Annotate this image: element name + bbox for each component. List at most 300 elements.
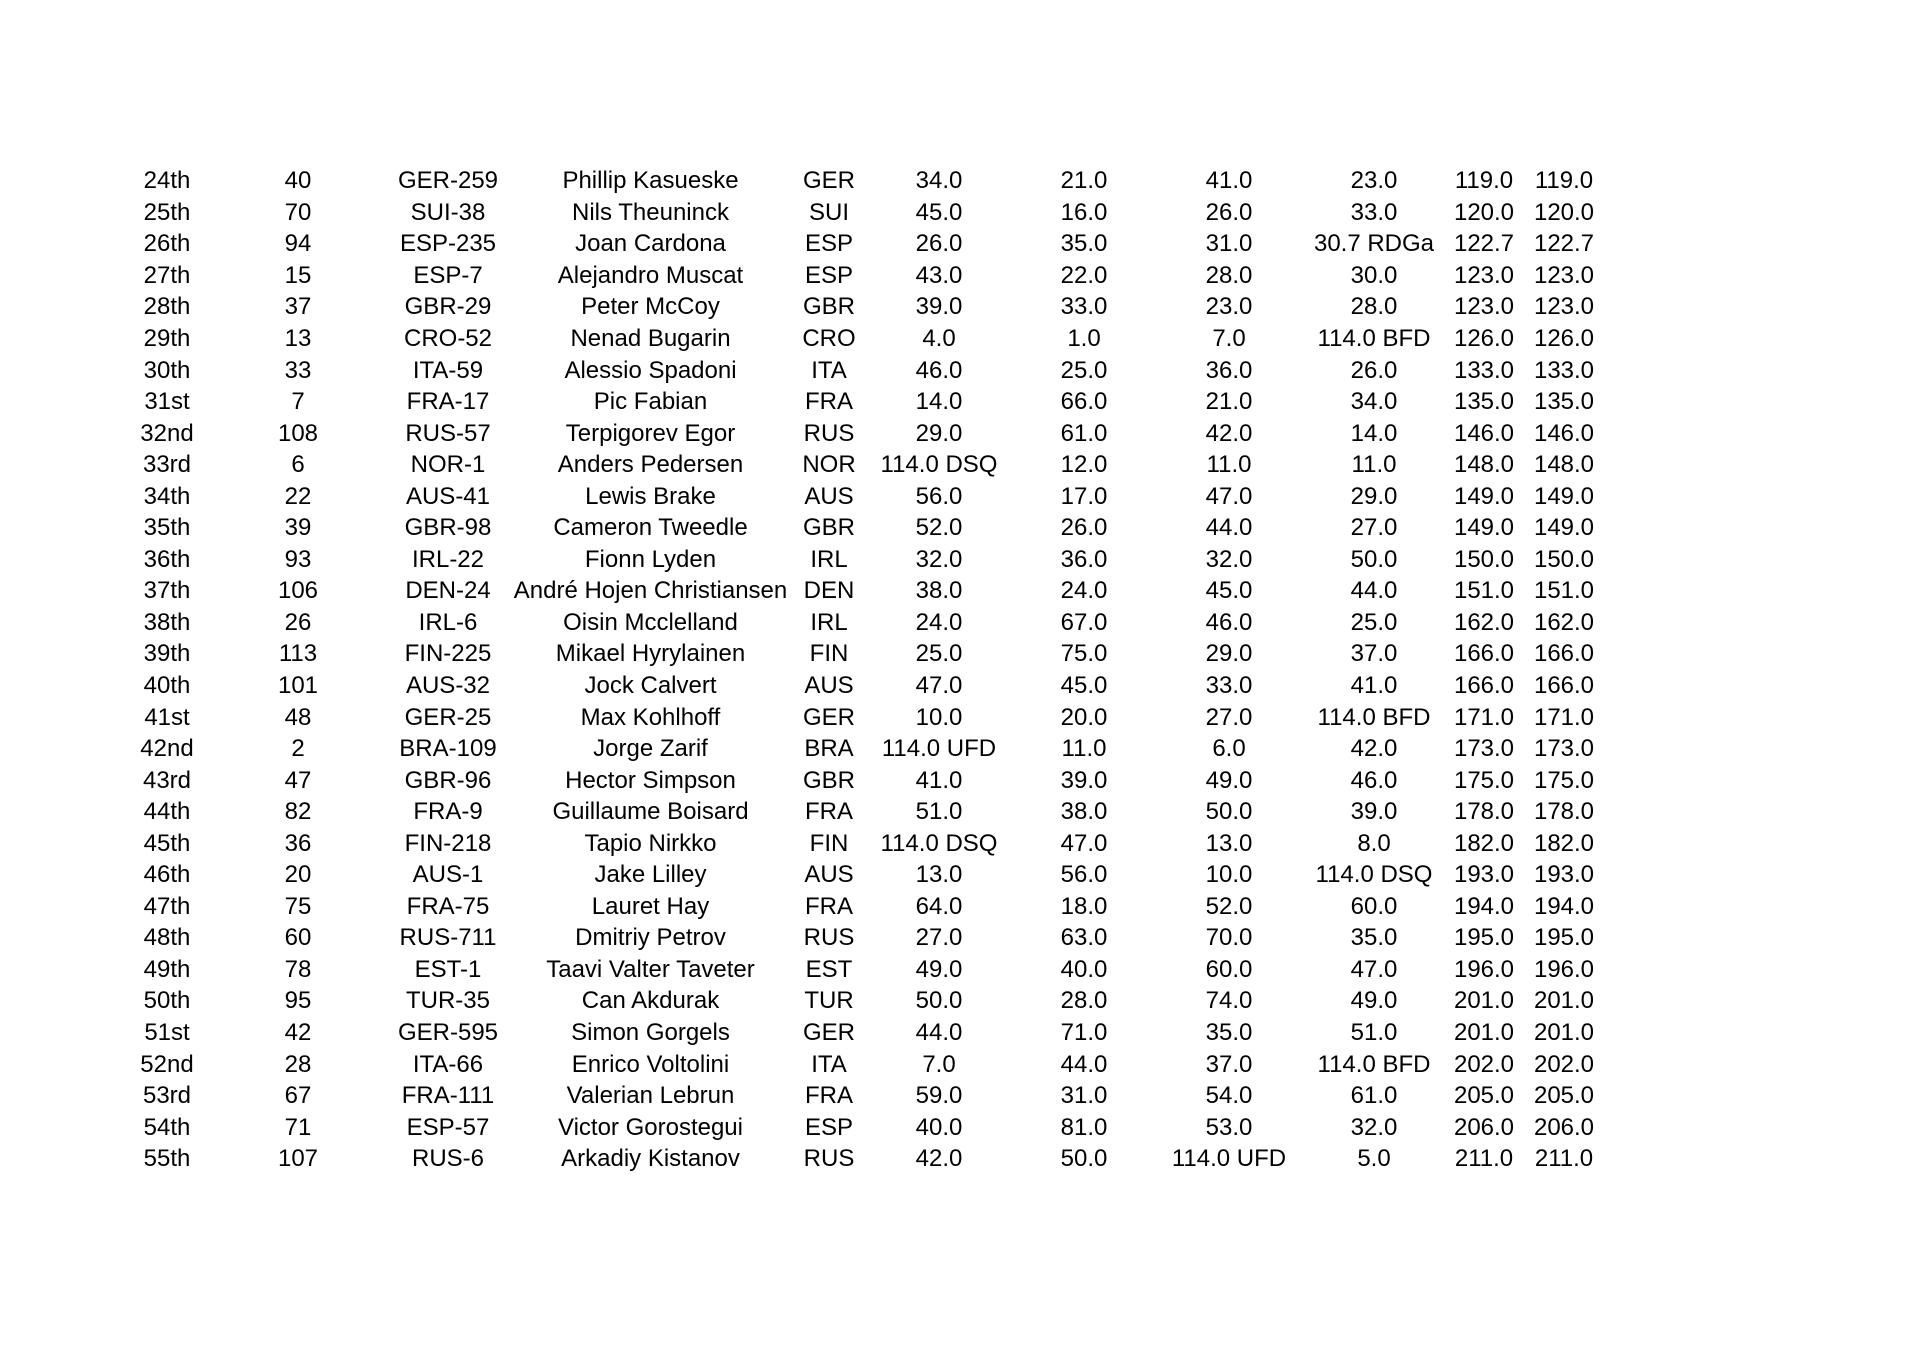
sailor-name-cell: Max Kohlhoff: [580, 703, 721, 731]
nation-cell: TUR: [804, 987, 854, 1015]
table-row: [127, 670, 1604, 702]
nation-cell: GER: [802, 167, 855, 195]
race-3-score-cell: 23.0: [1205, 293, 1253, 321]
bow-number-cell: 93: [284, 545, 312, 573]
sailor-name-cell: Oisin Mcclelland: [563, 608, 738, 636]
sailor-name-cell: Can Akdurak: [581, 987, 720, 1015]
race-3-score-cell: 10.0: [1205, 861, 1253, 889]
race-3-score-cell: 70.0: [1205, 924, 1253, 952]
total-points-cell: 123.0: [1453, 261, 1515, 289]
rank-cell: 26th: [143, 230, 191, 258]
race-4-score-cell: 26.0: [1350, 356, 1398, 384]
race-3-score-cell: 29.0: [1205, 640, 1253, 668]
sail-number-cell: IRL-22: [411, 545, 485, 573]
nation-cell: ITA: [811, 1050, 847, 1078]
sail-number-cell: RUS-711: [399, 924, 497, 952]
table-row: [127, 859, 1604, 891]
race-2-score-cell: 67.0: [1060, 608, 1108, 636]
rank-cell: 39th: [143, 640, 191, 668]
bow-number-cell: 20: [284, 861, 312, 889]
sail-number-cell: ITA-59: [412, 356, 484, 384]
bow-number-cell: 70: [284, 198, 312, 226]
race-2-score-cell: 81.0: [1060, 1113, 1108, 1141]
race-1-score-cell: 13.0: [915, 861, 963, 889]
nation-cell: RUS: [803, 924, 855, 952]
nation-cell: GER: [802, 1019, 855, 1047]
rank-cell: 51st: [144, 1019, 190, 1047]
race-4-score-cell: 50.0: [1350, 545, 1398, 573]
net-points-cell: 148.0: [1533, 451, 1595, 479]
race-1-score-cell: 24.0: [915, 608, 963, 636]
nation-cell: FRA: [805, 388, 853, 416]
rank-cell: 52nd: [140, 1050, 194, 1078]
bow-number-cell: 48: [284, 703, 312, 731]
sailor-name-cell: Nenad Bugarin: [570, 325, 731, 352]
net-points-cell: 162.0: [1533, 608, 1595, 636]
nation-cell: FIN: [809, 640, 849, 668]
race-3-score-cell: 27.0: [1205, 703, 1253, 731]
race-1-score-cell: 43.0: [915, 261, 963, 289]
race-2-score-cell: 25.0: [1060, 356, 1108, 384]
sailor-name-cell: Dmitriy Petrov: [575, 924, 726, 952]
race-4-score-cell: 37.0: [1350, 640, 1398, 668]
race-4-score-cell: 28.0: [1350, 293, 1398, 321]
bow-number-cell: 6: [291, 451, 305, 479]
sailor-name-cell: Valerian Lebrun: [566, 1082, 735, 1110]
race-3-score-cell: 41.0: [1205, 167, 1253, 195]
race-4-score-cell: 41.0: [1350, 672, 1398, 700]
race-3-score-cell: 53.0: [1205, 1113, 1253, 1141]
sailor-name-cell: Fionn Lyden: [584, 545, 717, 573]
rank-cell: 30th: [143, 356, 191, 384]
net-points-cell: 193.0: [1533, 861, 1595, 889]
race-1-score-cell: 26.0: [915, 230, 963, 258]
sail-number-cell: CRO-52: [403, 325, 493, 352]
net-points-cell: 201.0: [1533, 987, 1595, 1015]
race-2-score-cell: 44.0: [1060, 1050, 1108, 1078]
net-points-cell: 182.0: [1533, 829, 1595, 857]
sailor-name-cell: Taavi Valter Taveter: [546, 955, 755, 983]
table-row: [127, 417, 1604, 449]
race-3-score-cell: 28.0: [1205, 261, 1253, 289]
total-points-cell: 126.0: [1453, 325, 1515, 352]
net-points-cell: 205.0: [1533, 1082, 1595, 1110]
net-points-cell: 194.0: [1533, 892, 1595, 920]
race-4-score-cell: 51.0: [1350, 1019, 1398, 1047]
race-3-score-cell: 74.0: [1205, 987, 1253, 1015]
sail-number-cell: ITA-66: [412, 1050, 484, 1078]
nation-cell: DEN: [803, 577, 855, 605]
rank-cell: 46th: [143, 861, 191, 889]
race-2-score-cell: 61.0: [1060, 419, 1108, 447]
table-row: [127, 1111, 1604, 1143]
race-2-score-cell: 47.0: [1060, 829, 1108, 857]
bow-number-cell: 37: [284, 293, 312, 321]
total-points-cell: 171.0: [1453, 703, 1515, 731]
sail-number-cell: GBR-29: [404, 293, 492, 321]
net-points-cell: 122.7: [1533, 230, 1595, 258]
table-row: [127, 354, 1604, 386]
race-4-score-cell: 46.0: [1350, 766, 1398, 794]
race-4-score-cell: 27.0: [1350, 514, 1398, 542]
rank-cell: 25th: [143, 198, 191, 226]
bow-number-cell: 28: [284, 1050, 312, 1078]
rank-cell: 53rd: [142, 1082, 192, 1110]
bow-number-cell: 67: [284, 1082, 312, 1110]
bow-number-cell: 7: [291, 388, 305, 416]
race-2-score-cell: 39.0: [1060, 766, 1108, 794]
race-2-score-cell: 75.0: [1060, 640, 1108, 668]
table-row: [127, 323, 1604, 355]
race-2-score-cell: 50.0: [1060, 1145, 1108, 1173]
sail-number-cell: IRL-6: [418, 608, 478, 636]
bow-number-cell: 71: [284, 1113, 312, 1141]
bow-number-cell: 2: [291, 735, 305, 763]
race-1-score-cell: 14.0: [915, 388, 963, 416]
race-2-score-cell: 40.0: [1060, 955, 1108, 983]
race-2-score-cell: 35.0: [1060, 230, 1108, 258]
race-1-score-cell: 46.0: [915, 356, 963, 384]
net-points-cell: 123.0: [1533, 293, 1595, 321]
bow-number-cell: 101: [277, 672, 319, 700]
race-1-score-cell: 7.0: [922, 1050, 956, 1078]
sailor-name-cell: Jock Calvert: [584, 672, 717, 700]
race-4-score-cell: 14.0: [1350, 419, 1398, 447]
sail-number-cell: AUS-32: [405, 672, 491, 700]
nation-cell: FRA: [805, 1082, 853, 1110]
table-row: [127, 260, 1604, 292]
sail-number-cell: SUI-38: [410, 198, 486, 226]
race-3-score-cell: 46.0: [1205, 608, 1253, 636]
race-1-score-cell: 29.0: [915, 419, 963, 447]
bow-number-cell: 75: [284, 892, 312, 920]
rank-cell: 49th: [143, 955, 191, 983]
race-3-score-cell: 49.0: [1205, 766, 1253, 794]
table-row: [127, 827, 1604, 859]
rank-cell: 43rd: [142, 766, 192, 794]
total-points-cell: 194.0: [1453, 892, 1515, 920]
race-4-score-cell: 29.0: [1350, 482, 1398, 510]
race-1-score-cell: 38.0: [915, 577, 963, 605]
race-3-score-cell: 11.0: [1206, 451, 1252, 479]
table-row: [127, 954, 1604, 986]
sail-number-cell: FRA-9: [413, 798, 483, 826]
bow-number-cell: 95: [284, 987, 312, 1015]
total-points-cell: 135.0: [1453, 388, 1515, 416]
total-points-cell: 196.0: [1453, 955, 1515, 983]
race-2-score-cell: 66.0: [1060, 388, 1108, 416]
bow-number-cell: 107: [277, 1145, 319, 1173]
race-3-score-cell: 35.0: [1205, 1019, 1253, 1047]
race-1-score-cell: 41.0: [915, 766, 963, 794]
rank-cell: 44th: [143, 798, 191, 826]
bow-number-cell: 42: [284, 1019, 312, 1047]
race-2-score-cell: 20.0: [1060, 703, 1108, 731]
sailor-name-cell: Guillaume Boisard: [552, 798, 749, 826]
sailor-name-cell: Peter McCoy: [581, 293, 720, 321]
race-4-score-cell: 114.0 DSQ: [1315, 861, 1433, 889]
race-2-score-cell: 26.0: [1060, 514, 1108, 542]
total-points-cell: 148.0: [1453, 451, 1515, 479]
race-4-score-cell: 30.7 RDGa: [1313, 230, 1435, 258]
bow-number-cell: 22: [284, 482, 312, 510]
sailor-name-cell: Hector Simpson: [565, 766, 736, 794]
nation-cell: GBR: [802, 293, 855, 321]
race-2-score-cell: 71.0: [1060, 1019, 1108, 1047]
sail-number-cell: ESP-235: [399, 230, 497, 258]
sailor-name-cell: Pic Fabian: [593, 388, 708, 416]
net-points-cell: 123.0: [1533, 261, 1595, 289]
race-2-score-cell: 11.0: [1061, 735, 1107, 763]
race-1-score-cell: 114.0 UFD: [881, 735, 997, 763]
rank-cell: 50th: [143, 987, 191, 1015]
table-row: [127, 165, 1604, 197]
table-row: [127, 449, 1604, 481]
race-4-score-cell: 25.0: [1350, 608, 1398, 636]
race-2-score-cell: 31.0: [1060, 1082, 1108, 1110]
nation-cell: AUS: [804, 861, 854, 889]
race-3-score-cell: 42.0: [1205, 419, 1253, 447]
sailor-name-cell: Lauret Hay: [591, 892, 710, 920]
net-points-cell: 202.0: [1533, 1050, 1595, 1078]
rank-cell: 28th: [143, 293, 191, 321]
bow-number-cell: 106: [277, 577, 319, 605]
nation-cell: GBR: [802, 766, 855, 794]
race-2-score-cell: 33.0: [1060, 293, 1108, 321]
bow-number-cell: 36: [284, 829, 312, 857]
race-3-score-cell: 45.0: [1205, 577, 1253, 605]
sailor-name-cell: Anders Pedersen: [557, 451, 744, 479]
total-points-cell: 166.0: [1453, 640, 1515, 668]
net-points-cell: 133.0: [1533, 356, 1595, 384]
rank-cell: 40th: [143, 672, 191, 700]
race-1-score-cell: 49.0: [915, 955, 963, 983]
net-points-cell: 119.0: [1534, 167, 1594, 195]
race-4-score-cell: 30.0: [1350, 261, 1398, 289]
race-2-score-cell: 1.0: [1067, 325, 1101, 352]
sailor-name-cell: Nils Theuninck: [572, 198, 729, 226]
total-points-cell: 146.0: [1453, 419, 1515, 447]
race-3-score-cell: 37.0: [1205, 1050, 1253, 1078]
race-3-score-cell: 114.0 UFD: [1171, 1145, 1287, 1173]
rank-cell: 24th: [143, 167, 191, 195]
race-2-score-cell: 22.0: [1060, 261, 1108, 289]
bow-number-cell: 26: [284, 608, 312, 636]
table-row: [127, 512, 1604, 544]
sailor-name-cell: Terpigorev Egor: [565, 419, 736, 447]
race-2-score-cell: 36.0: [1060, 545, 1108, 573]
race-2-score-cell: 63.0: [1060, 924, 1108, 952]
net-points-cell: 171.0: [1533, 703, 1595, 731]
nation-cell: GBR: [802, 514, 855, 542]
rank-cell: 47th: [143, 892, 191, 920]
race-1-score-cell: 27.0: [915, 924, 963, 952]
nation-cell: NOR: [802, 451, 856, 479]
sailor-name-cell: André Hojen Christiansen: [513, 577, 788, 605]
total-points-cell: 173.0: [1453, 735, 1515, 763]
race-3-score-cell: 13.0: [1205, 829, 1253, 857]
race-3-score-cell: 50.0: [1205, 798, 1253, 826]
sailor-name-cell: Enrico Voltolini: [571, 1050, 730, 1078]
net-points-cell: 196.0: [1533, 955, 1595, 983]
race-2-score-cell: 28.0: [1060, 987, 1108, 1015]
sailor-name-cell: Tapio Nirkko: [584, 829, 717, 857]
sail-number-cell: GBR-98: [404, 514, 492, 542]
nation-cell: ESP: [804, 1113, 854, 1141]
nation-cell: SUI: [808, 198, 849, 226]
race-4-score-cell: 5.0: [1357, 1145, 1391, 1173]
race-4-score-cell: 32.0: [1350, 1113, 1398, 1141]
sailor-name-cell: Alessio Spadoni: [564, 356, 737, 384]
net-points-cell: 166.0: [1533, 672, 1595, 700]
sail-number-cell: ESP-7: [413, 261, 483, 289]
bow-number-cell: 40: [284, 167, 312, 195]
total-points-cell: 149.0: [1453, 514, 1515, 542]
race-3-score-cell: 52.0: [1205, 892, 1253, 920]
race-1-score-cell: 52.0: [915, 514, 963, 542]
sail-number-cell: AUS-41: [405, 482, 491, 510]
total-points-cell: 151.0: [1453, 577, 1515, 605]
rank-cell: 37th: [143, 577, 191, 605]
sail-number-cell: FRA-75: [406, 892, 490, 920]
table-row: [127, 607, 1604, 639]
sailor-name-cell: Arkadiy Kistanov: [561, 1145, 740, 1173]
bow-number-cell: 108: [277, 419, 319, 447]
table-row: [127, 197, 1604, 229]
bow-number-cell: 78: [284, 955, 312, 983]
rank-cell: 33rd: [142, 451, 192, 479]
results-body: [127, 165, 1604, 1175]
race-4-score-cell: 49.0: [1350, 987, 1398, 1015]
sail-number-cell: EST-1: [414, 955, 482, 983]
sailor-name-cell: Lewis Brake: [585, 482, 716, 510]
net-points-cell: 126.0: [1533, 325, 1595, 352]
race-2-score-cell: 18.0: [1060, 892, 1108, 920]
total-points-cell: 201.0: [1453, 987, 1515, 1015]
race-3-score-cell: 32.0: [1205, 545, 1253, 573]
race-4-score-cell: 8.0: [1357, 829, 1391, 857]
total-points-cell: 202.0: [1453, 1050, 1515, 1078]
sail-number-cell: GER-259: [397, 167, 499, 195]
sail-number-cell: RUS-6: [411, 1145, 484, 1173]
net-points-cell: 150.0: [1533, 545, 1595, 573]
rank-cell: 31st: [144, 388, 190, 416]
race-4-score-cell: 44.0: [1350, 577, 1398, 605]
race-1-score-cell: 56.0: [915, 482, 963, 510]
sail-number-cell: BRA-109: [399, 735, 497, 763]
race-4-score-cell: 60.0: [1350, 892, 1398, 920]
net-points-cell: 149.0: [1533, 482, 1595, 510]
race-2-score-cell: 16.0: [1060, 198, 1108, 226]
nation-cell: ESP: [804, 261, 854, 289]
rank-cell: 54th: [143, 1113, 191, 1141]
rank-cell: 32nd: [140, 419, 194, 447]
race-3-score-cell: 6.0: [1212, 735, 1246, 763]
race-3-score-cell: 47.0: [1205, 482, 1253, 510]
race-4-score-cell: 61.0: [1350, 1082, 1398, 1110]
race-2-score-cell: 12.0: [1060, 451, 1108, 479]
table-row: [127, 228, 1604, 260]
total-points-cell: 211.0: [1454, 1145, 1514, 1173]
table-row: [127, 1080, 1604, 1112]
race-1-score-cell: 51.0: [915, 798, 963, 826]
nation-cell: FRA: [805, 892, 853, 920]
nation-cell: ESP: [804, 230, 854, 258]
total-points-cell: 120.0: [1453, 198, 1515, 226]
net-points-cell: 151.0: [1533, 577, 1595, 605]
bow-number-cell: 15: [284, 261, 312, 289]
sailor-name-cell: Mikael Hyrylainen: [555, 640, 746, 668]
net-points-cell: 206.0: [1533, 1113, 1595, 1141]
net-points-cell: 135.0: [1533, 388, 1595, 416]
table-row: [127, 1143, 1604, 1175]
total-points-cell: 175.0: [1453, 766, 1515, 794]
table-row: [127, 638, 1604, 670]
nation-cell: RUS: [803, 419, 855, 447]
nation-cell: ITA: [811, 356, 847, 384]
race-1-score-cell: 59.0: [915, 1082, 963, 1110]
table-row: [127, 575, 1604, 607]
rank-cell: 42nd: [140, 735, 194, 763]
net-points-cell: 173.0: [1533, 735, 1595, 763]
race-4-score-cell: 114.0 BFD: [1317, 1050, 1431, 1078]
race-4-score-cell: 42.0: [1350, 735, 1398, 763]
sailor-name-cell: Joan Cardona: [575, 230, 726, 258]
sail-number-cell: FRA-111: [401, 1082, 495, 1110]
bow-number-cell: 94: [284, 230, 312, 258]
total-points-cell: 206.0: [1453, 1113, 1515, 1141]
net-points-cell: 166.0: [1533, 640, 1595, 668]
race-3-score-cell: 31.0: [1205, 230, 1253, 258]
race-4-score-cell: 34.0: [1350, 388, 1398, 416]
sail-number-cell: TUR-35: [405, 987, 490, 1015]
table-row: [127, 922, 1604, 954]
rank-cell: 29th: [143, 325, 191, 352]
nation-cell: EST: [805, 955, 853, 983]
race-4-score-cell: 35.0: [1350, 924, 1398, 952]
race-3-score-cell: 60.0: [1205, 955, 1253, 983]
table-row: [127, 733, 1604, 765]
net-points-cell: 146.0: [1533, 419, 1595, 447]
total-points-cell: 123.0: [1453, 293, 1515, 321]
total-points-cell: 178.0: [1453, 798, 1515, 826]
rank-cell: 45th: [143, 829, 191, 857]
total-points-cell: 166.0: [1453, 672, 1515, 700]
race-3-score-cell: 7.0: [1212, 325, 1246, 352]
race-1-score-cell: 40.0: [915, 1113, 963, 1141]
sailor-name-cell: Jake Lilley: [594, 861, 707, 889]
race-1-score-cell: 42.0: [915, 1145, 963, 1173]
bow-number-cell: 47: [284, 766, 312, 794]
nation-cell: FRA: [805, 798, 853, 826]
table-row: [127, 1048, 1604, 1080]
nation-cell: IRL: [810, 608, 848, 636]
sail-number-cell: FRA-17: [406, 388, 490, 416]
rank-cell: 55th: [143, 1145, 191, 1173]
bow-number-cell: 13: [284, 325, 312, 352]
total-points-cell: 122.7: [1453, 230, 1515, 258]
sailor-name-cell: Simon Gorgels: [571, 1019, 730, 1047]
race-4-score-cell: 11.0: [1351, 451, 1397, 479]
race-1-score-cell: 10.0: [915, 703, 963, 731]
race-1-score-cell: 47.0: [915, 672, 963, 700]
race-4-score-cell: 47.0: [1350, 955, 1398, 983]
sailor-name-cell: Alejandro Muscat: [557, 261, 744, 289]
rank-cell: 36th: [143, 545, 191, 573]
race-2-score-cell: 45.0: [1060, 672, 1108, 700]
table-row: [127, 701, 1604, 733]
sailor-name-cell: Victor Gorostegui: [558, 1113, 743, 1141]
